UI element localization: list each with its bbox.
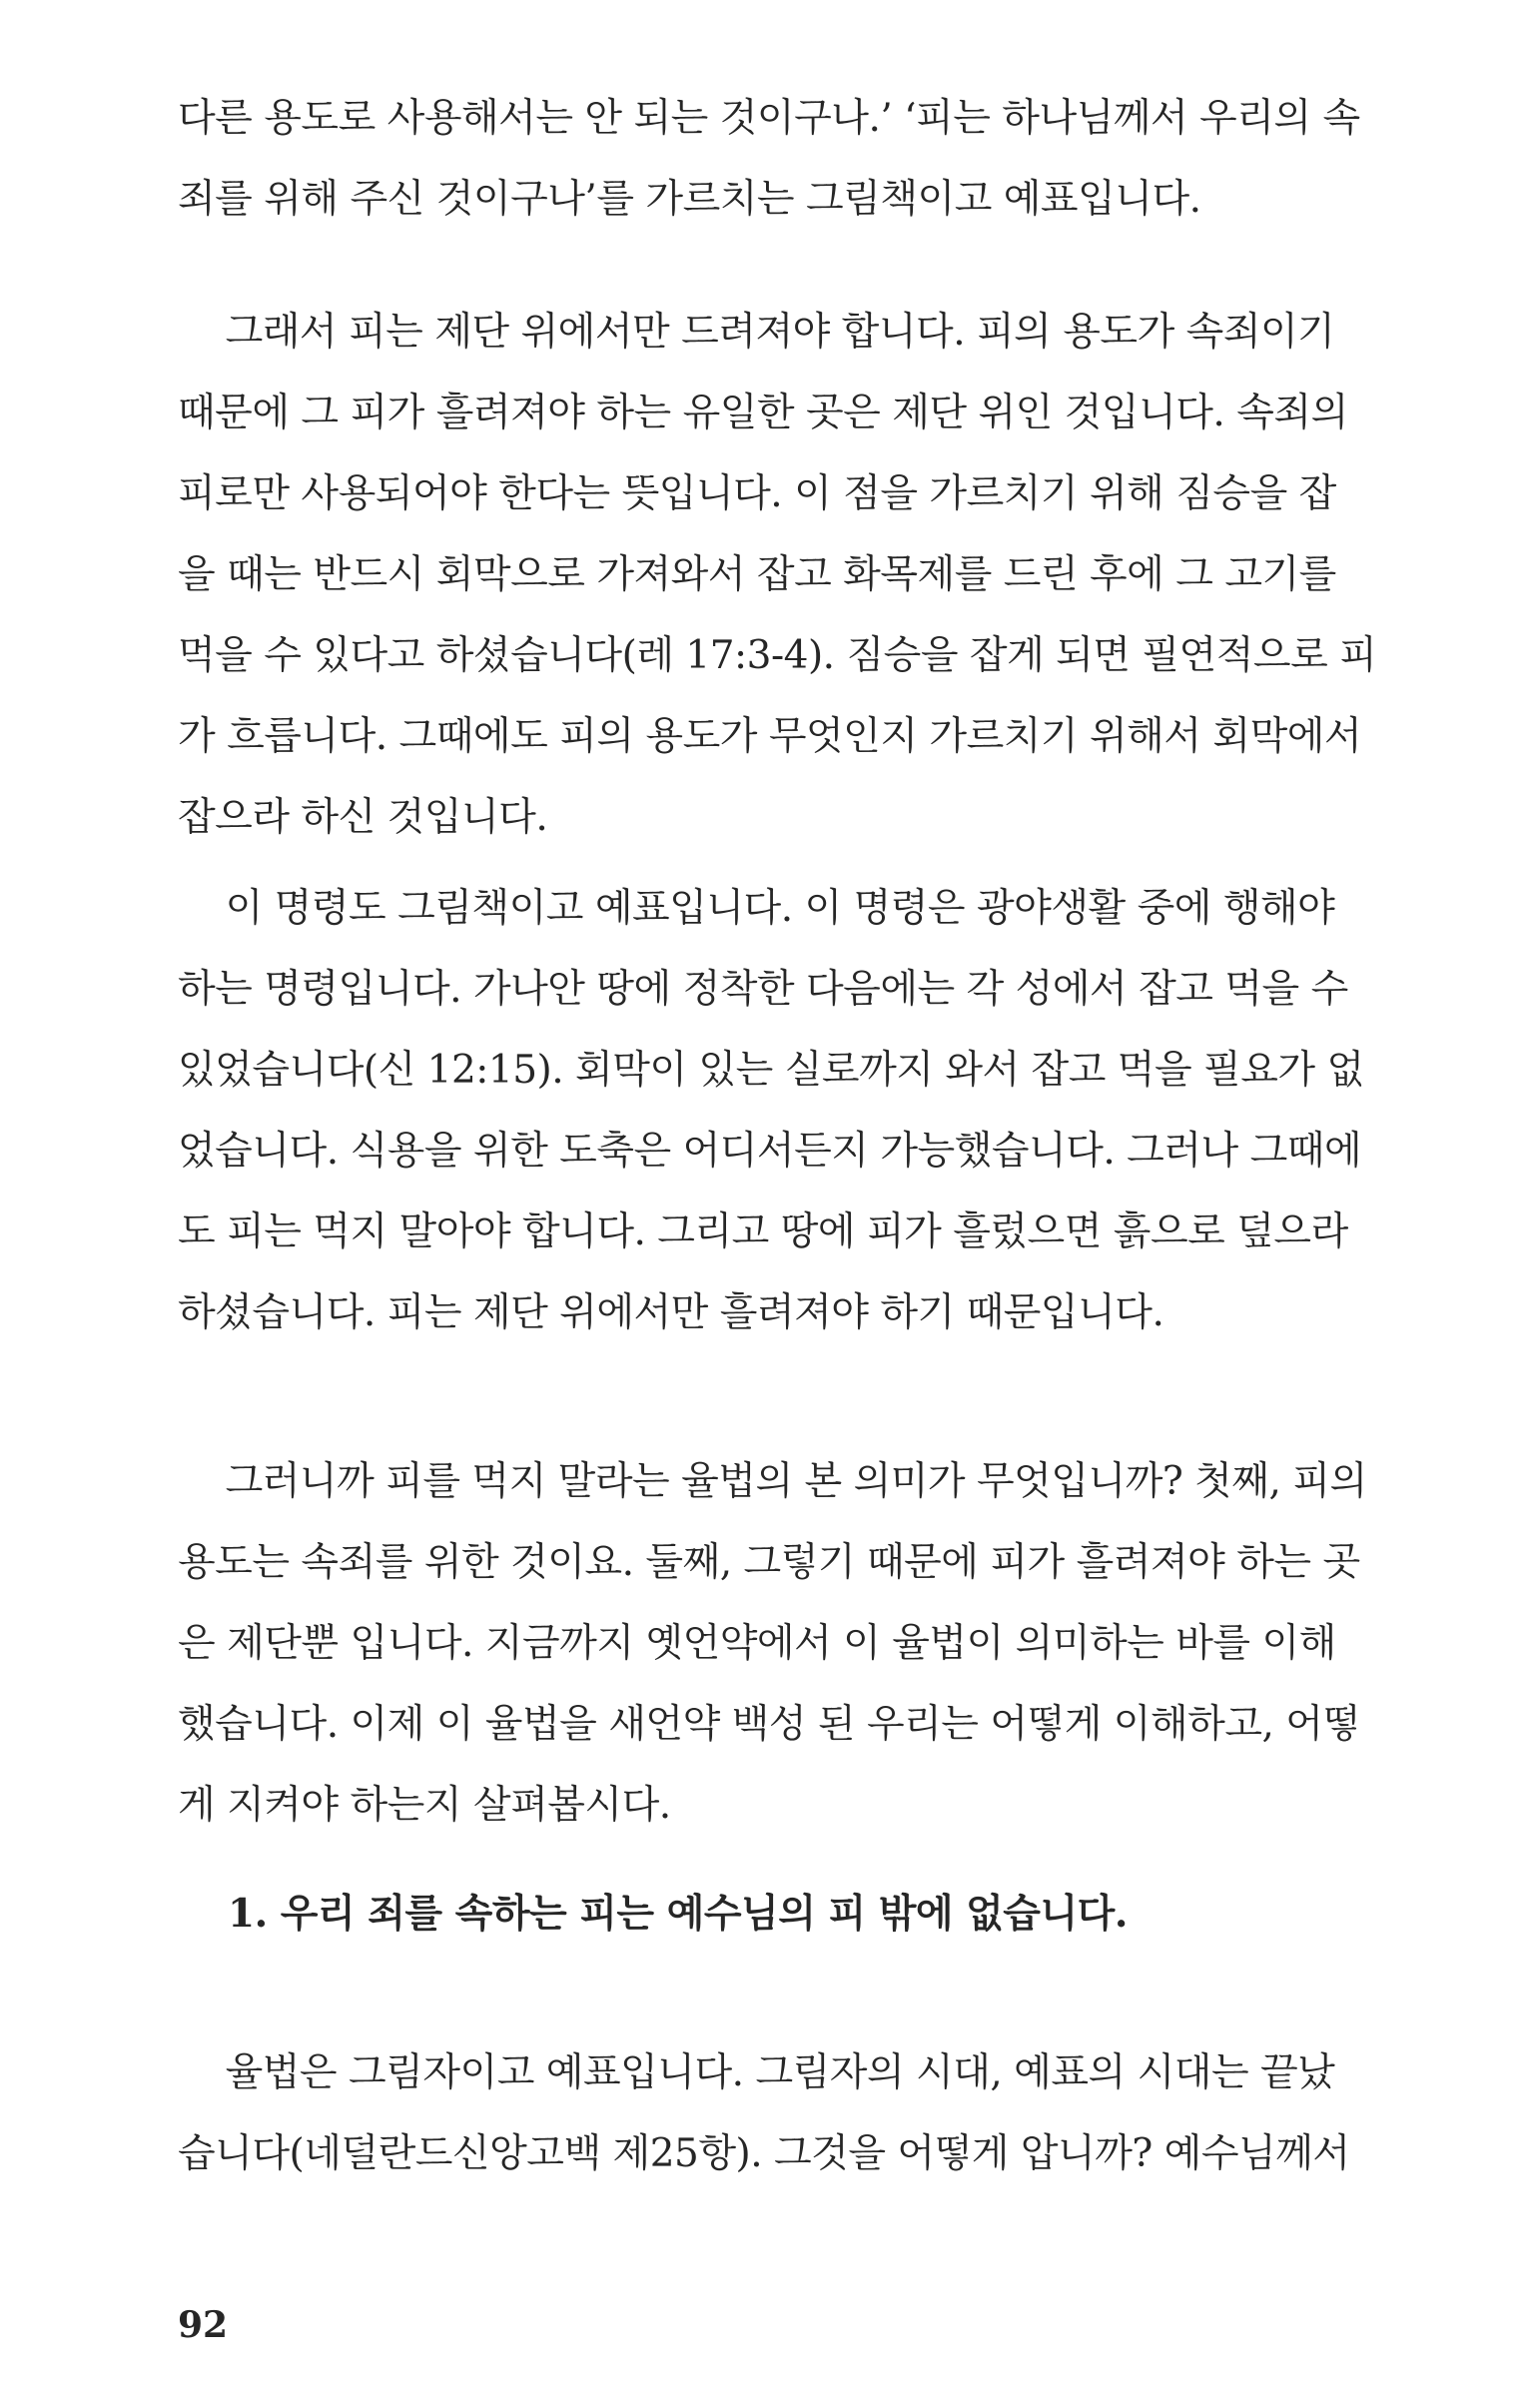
text-line: 은 제단뿐 입니다. 지금까지 옛언약에서 이 율법이 의미하는 바를 이해 — [178, 1621, 1336, 1666]
text-line: 용도는 속죄를 위한 것이요. 둘째, 그렇기 때문에 피가 흘려져야 하는 곳 — [178, 1540, 1360, 1585]
text-line: 율법은 그림자이고 예표입니다. 그림자의 시대, 예표의 시대는 끝났 — [178, 2050, 1335, 2095]
text-line: 먹을 수 있다고 하셨습니다(레 17:3-4). 짐승을 잡게 되면 필연적으로 피 — [178, 633, 1377, 678]
page-number: 92 — [178, 2304, 229, 2346]
text-line: 하는 명령입니다. 가나안 땅에 정착한 다음에는 각 성에서 잡고 먹을 수 — [178, 967, 1348, 1012]
paragraph-5 — [178, 2032, 1426, 2194]
text-line: 다른 용도로 사용해서는 안 되는 것이구나.’ ‘피는 하나님께서 우리의 속 — [178, 96, 1360, 141]
text-line: 피로만 사용되어야 한다는 뜻입니다. 이 점을 가르치기 위해 짐승을 잡 — [178, 471, 1336, 516]
text-line: 게 지켜야 하는지 살펴봅시다. — [178, 1783, 671, 1828]
text-line: 그래서 피는 제단 위에서만 드려져야 합니다. 피의 용도가 속죄이기 — [178, 310, 1335, 355]
text-line: 을 때는 반드시 회막으로 가져와서 잡고 화목제를 드린 후에 그 고기를 — [178, 552, 1336, 597]
text-line: 있었습니다(신 12:15). 회막이 있는 실로까지 와서 잡고 먹을 필요가 없 — [178, 1048, 1364, 1093]
text-line: 죄를 위해 주신 것이구나’를 가르치는 그림책이고 예표입니다. — [178, 177, 1201, 222]
paragraph-3 — [178, 868, 1426, 1353]
text-line: 습니다(네덜란드신앙고백 제25항). 그것을 어떻게 압니까? 예수님께서 — [178, 2131, 1350, 2176]
paragraph-2 — [178, 292, 1426, 858]
text-line: 때문에 그 피가 흘려져야 하는 유일한 곳은 제단 위인 것입니다. 속죄의 — [178, 391, 1348, 435]
text-line: 하셨습니다. 피는 제단 위에서만 흘려져야 하기 때문입니다. — [178, 1290, 1164, 1335]
text-line: 었습니다. 식용을 위한 도축은 어디서든지 가능했습니다. 그러나 그때에 — [178, 1129, 1362, 1174]
text-line: 했습니다. 이제 이 율법을 새언약 백성 된 우리는 어떻게 이해하고, 어떻 — [178, 1702, 1360, 1747]
text-line: 이 명령도 그림책이고 예표입니다. 이 명령은 광야생활 중에 행해야 — [178, 886, 1335, 931]
section-heading: 1. 우리 죄를 속하는 피는 예수님의 피 밖에 없습니다. — [228, 1891, 1128, 1937]
text-line: 도 피는 먹지 말아야 합니다. 그리고 땅에 피가 흘렀으면 흙으로 덮으라 — [178, 1209, 1348, 1254]
paragraph-4 — [178, 1441, 1426, 1846]
text-line: 가 흐릅니다. 그때에도 피의 용도가 무엇인지 가르치기 위해서 회막에서 — [178, 714, 1362, 759]
text-line: 그러니까 피를 먹지 말라는 율법의 본 의미가 무엇입니까? 첫째, 피의 — [178, 1459, 1367, 1504]
paragraph-1 — [178, 78, 1426, 240]
text-line: 잡으라 하신 것입니다. — [178, 795, 548, 840]
